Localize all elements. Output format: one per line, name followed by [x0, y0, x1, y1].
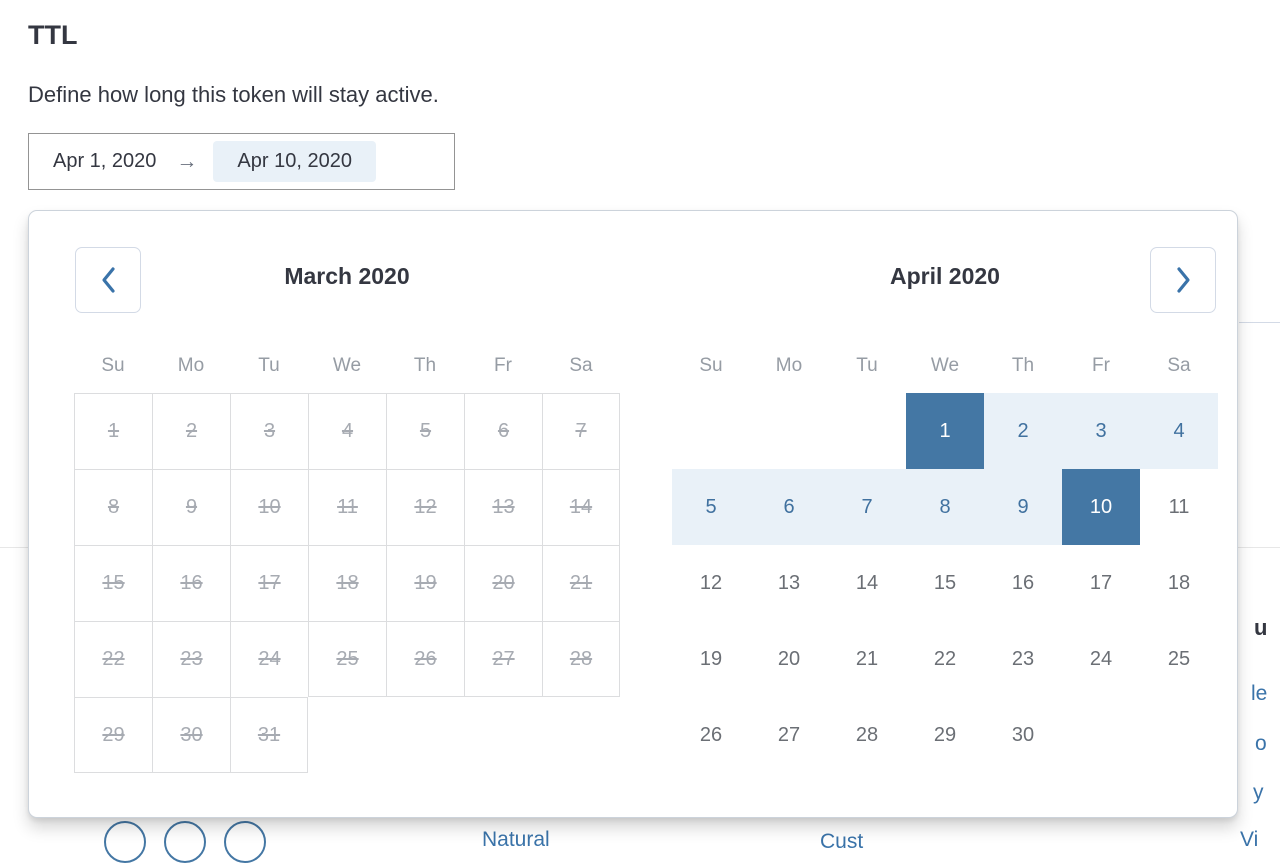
page-description: Define how long this token will stay active. — [28, 82, 439, 107]
weekday-label: Sa — [1167, 355, 1191, 376]
weekday-header-row — [74, 353, 620, 379]
calendar-day-disabled: 3 — [230, 393, 308, 469]
calendar-day-disabled: 2 — [152, 393, 230, 469]
occluded-link-fragment[interactable]: Cust — [820, 830, 864, 853]
weekday-label: We — [930, 355, 960, 376]
range-start-day[interactable]: 1 — [906, 393, 984, 469]
weekday-label: Th — [1011, 355, 1035, 376]
calendar-day-disabled: 23 — [152, 621, 230, 697]
occluded-heading-fragment: u — [1254, 615, 1268, 640]
weekday-label: Mo — [177, 355, 205, 376]
date-range-input[interactable] — [28, 133, 455, 190]
range-end-day[interactable]: 10 — [1062, 469, 1140, 545]
calendar-day-disabled: 28 — [542, 621, 620, 697]
calendar-day-disabled: 15 — [74, 545, 152, 621]
empty-day-cell — [828, 393, 906, 469]
calendar-day-disabled: 7 — [542, 393, 620, 469]
calendar-day-disabled: 27 — [464, 621, 542, 697]
calendar-day-disabled: 12 — [386, 469, 464, 545]
end-date-field[interactable]: Apr 10, 2020 — [213, 141, 376, 182]
in-range-day[interactable]: 9 — [984, 469, 1062, 545]
weekday-label: Fr — [494, 355, 512, 376]
weekday-header-row — [672, 353, 1218, 379]
calendar-day[interactable]: 30 — [1011, 723, 1035, 746]
calendar-day-disabled: 13 — [464, 469, 542, 545]
calendar-day[interactable]: 16 — [1011, 571, 1035, 594]
occluded-circle-button[interactable] — [164, 821, 206, 863]
calendar-day[interactable]: 17 — [1089, 571, 1113, 594]
month-panel-march — [74, 211, 620, 819]
calendar-day-disabled: 10 — [230, 469, 308, 545]
calendar-day-disabled: 14 — [542, 469, 620, 545]
calendar-day[interactable]: 21 — [855, 647, 879, 670]
weekday-label: Su — [699, 355, 723, 376]
calendar-day[interactable]: 22 — [933, 647, 957, 670]
occluded-link-fragment[interactable]: y — [1253, 781, 1264, 804]
calendar-day[interactable]: 19 — [699, 647, 723, 670]
month-panel-april — [672, 211, 1218, 819]
calendar-day[interactable]: 23 — [1011, 647, 1035, 670]
calendar-day-disabled: 11 — [308, 469, 386, 545]
occluded-link-fragment[interactable]: Vi — [1240, 828, 1259, 851]
empty-day-cell — [750, 393, 828, 469]
calendar-day-disabled: 20 — [464, 545, 542, 621]
month-title: April 2020 — [890, 263, 1000, 289]
arrow-right-icon: → — [176, 149, 198, 173]
weekday-label: Th — [413, 355, 437, 376]
calendar-day[interactable]: 29 — [933, 723, 957, 746]
weekday-label: We — [332, 355, 362, 376]
calendar-day-disabled: 9 — [152, 469, 230, 545]
calendar-day-disabled: 19 — [386, 545, 464, 621]
calendar-day[interactable]: 15 — [933, 571, 957, 594]
in-range-day[interactable]: 4 — [1140, 393, 1218, 469]
occluded-link-fragment[interactable]: le — [1251, 682, 1268, 705]
calendar-day[interactable]: 14 — [855, 571, 879, 594]
calendar-day[interactable]: 24 — [1089, 647, 1113, 670]
calendar-day-disabled: 8 — [74, 469, 152, 545]
calendar-day-disabled: 24 — [230, 621, 308, 697]
weekday-label: Su — [101, 355, 125, 376]
calendar-day[interactable]: 28 — [855, 723, 879, 746]
in-range-day[interactable]: 2 — [984, 393, 1062, 469]
calendar-day-disabled: 16 — [152, 545, 230, 621]
background-divider-right — [1239, 322, 1280, 323]
in-range-day[interactable]: 5 — [672, 469, 750, 545]
in-range-day[interactable]: 7 — [828, 469, 906, 545]
calendar-day[interactable]: 25 — [1167, 647, 1191, 670]
calendar-day[interactable]: 27 — [777, 723, 801, 746]
in-range-day[interactable]: 3 — [1062, 393, 1140, 469]
occluded-circle-button[interactable] — [224, 821, 266, 863]
calendar-day-disabled: 6 — [464, 393, 542, 469]
calendar-day-disabled: 30 — [152, 697, 230, 773]
weekday-label: Tu — [856, 355, 878, 376]
calendar-day-disabled: 4 — [308, 393, 386, 469]
occluded-link-fragment[interactable]: Natural — [482, 828, 550, 851]
day-grid-april — [672, 393, 1218, 773]
in-range-day[interactable]: 8 — [906, 469, 984, 545]
calendar-day-disabled: 17 — [230, 545, 308, 621]
calendar-day-disabled: 26 — [386, 621, 464, 697]
weekday-label: Mo — [775, 355, 803, 376]
calendar-day-disabled: 31 — [230, 697, 308, 773]
date-picker-popup — [28, 210, 1238, 818]
in-range-day[interactable]: 6 — [750, 469, 828, 545]
calendar-day[interactable]: 18 — [1167, 571, 1191, 594]
calendar-day[interactable]: 13 — [777, 571, 801, 594]
day-grid-march — [74, 393, 620, 773]
calendar-day-disabled: 18 — [308, 545, 386, 621]
occluded-link-fragment[interactable]: o — [1255, 732, 1267, 755]
empty-day-cell — [672, 393, 750, 469]
calendar-day-disabled: 25 — [308, 621, 386, 697]
calendar-day-disabled: 1 — [74, 393, 152, 469]
occluded-circle-button[interactable] — [104, 821, 146, 863]
calendar-day[interactable]: 26 — [699, 723, 723, 746]
calendar-day-disabled: 5 — [386, 393, 464, 469]
calendar-day-disabled: 21 — [542, 545, 620, 621]
weekday-label: Sa — [569, 355, 593, 376]
weekday-label: Tu — [258, 355, 280, 376]
page-title: TTL — [28, 20, 78, 50]
calendar-day[interactable]: 20 — [777, 647, 801, 670]
month-title: March 2020 — [284, 263, 410, 289]
calendar-day-disabled: 22 — [74, 621, 152, 697]
calendar-day[interactable]: 11 — [1168, 495, 1190, 518]
weekday-label: Fr — [1092, 355, 1110, 376]
start-date-field[interactable]: Apr 1, 2020 — [53, 150, 157, 172]
calendar-day[interactable]: 12 — [699, 571, 723, 594]
calendar-day-disabled: 29 — [74, 697, 152, 773]
